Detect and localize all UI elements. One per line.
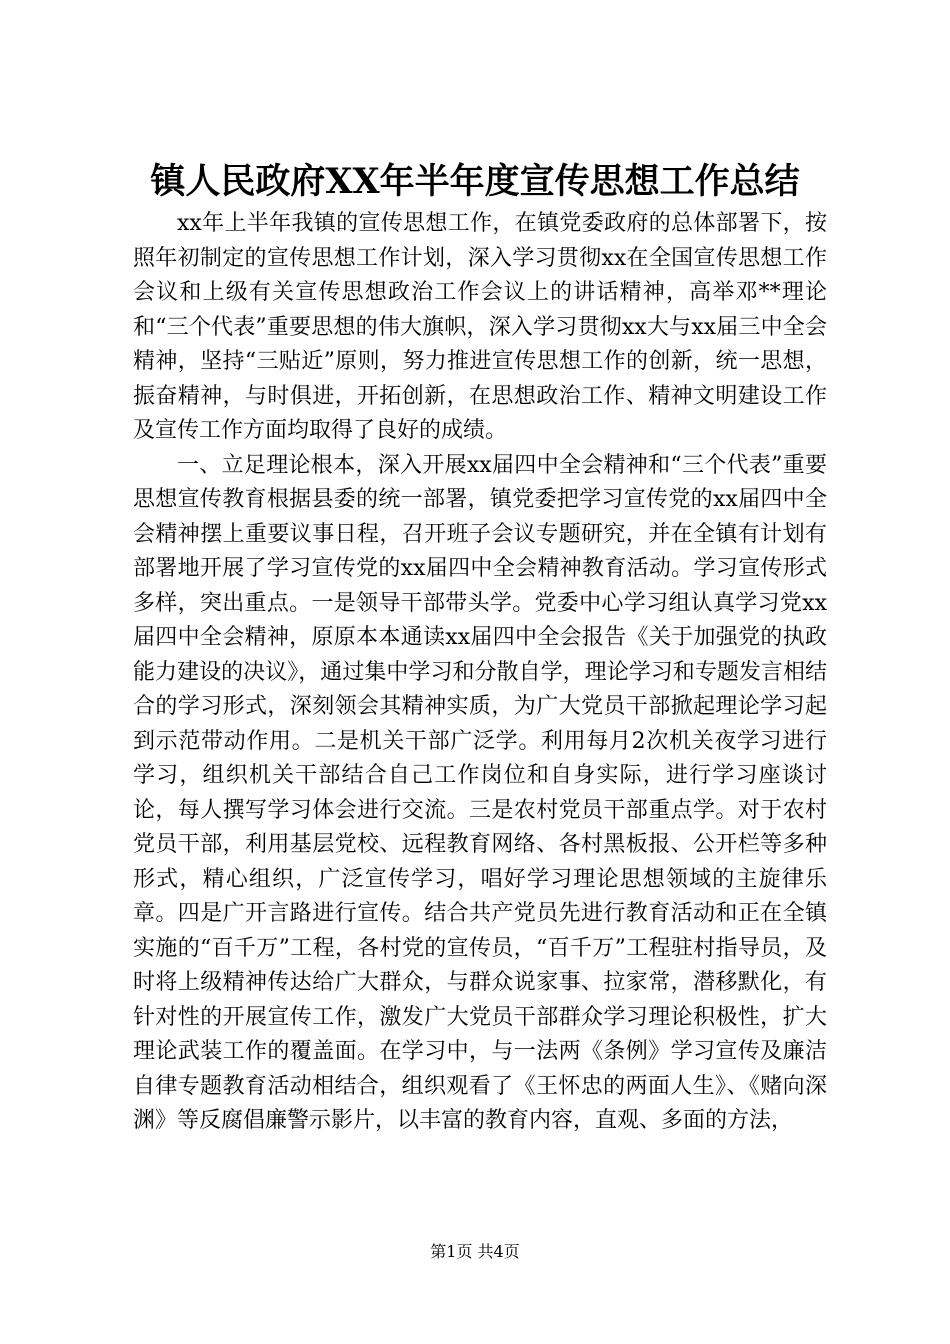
paragraph-intro: xx年上半年我镇的宣传思想工作，在镇党委政府的总体部署下，按照年初制定的宣传思想工作计划，深入学习贯彻xx在全国宣传思想工作会议和上级有关宣传思想政治工作会议上的讲话精神，高举邓**理论和“三个代表”重要思想的伟大旗帜，深入学习贯彻xx大与xx届三中全会精神，坚持“三贴近”原则，努力推进宣传思想工作的创新，统一思想，振奋精神，与时俱进，开拓创新，在思想政治工作、精神文明建设工作及宣传工作方面均取得了良好的成绩。 bbox=[133, 211, 827, 443]
document-title: 镇人民政府XX年半年度宣传思想工作总结 bbox=[150, 161, 800, 202]
document-body bbox=[133, 207, 827, 1139]
paragraph-section-one: 一、立足理论根本，深入开展xx届四中全会精神和“三个代表”重要思想宣传教育根据县委的统一部署，镇党委把学习宣传党的xx届四中全会精神摆上重要议事日程，召开班子会议专题研究，并在全镇有计划有部署地开展了学习宣传党的xx届四中全会精神教育活动。学习宣传形式多样，突出重点。一是领导干部带头学。党委中心学习组认真学习党xx届四中全会精神，原原本本通读xx届四中全会报告《关于加强党的执政能力建设的决议》，通过集中学习和分散自学，理论学习和专题发言相结合的学习形式，深刻领会其精神实质，为广大党员干部掀起理论学习起到示范带动作用。二是机关干部广泛学。利用每月2次机关夜学习进行学习，组织机关干部结合自己工作岗位和自身实际，进行学习座谈讨论，每人撰写学习体会进行交流。三是农村党员干部重点学。对于农村党员干部，利用基层党校、远程教育网络、各村黑板报、公开栏等多种形式，精心组织，广泛宣传学习，唱好学习理论思想领域的主旋律乐章。四是广开言路进行宣传。结合共产党员先进行教育活动和正在全镇实施的“百千万”工程，各村党的宣传员，“百千万”工程驻村指导员，及时将上级精神传达给广大群众，与群众说家事、拉家常，潜移默化，有针对性的开展宣传工作，激发广大党员干部群众学习理论积极性，扩大理论武装工作的覆盖面。在学习中，与一法两《条例》学习宣传及廉洁自律专题教育活动相结合，组织观看了《王怀忠的两面人生》、《赌向深渊》等反腐倡廉警示影片，以丰富的教育内容，直观、多面的方法， bbox=[133, 452, 827, 1133]
page-footer: 第1页 共4页 bbox=[430, 1242, 520, 1261]
